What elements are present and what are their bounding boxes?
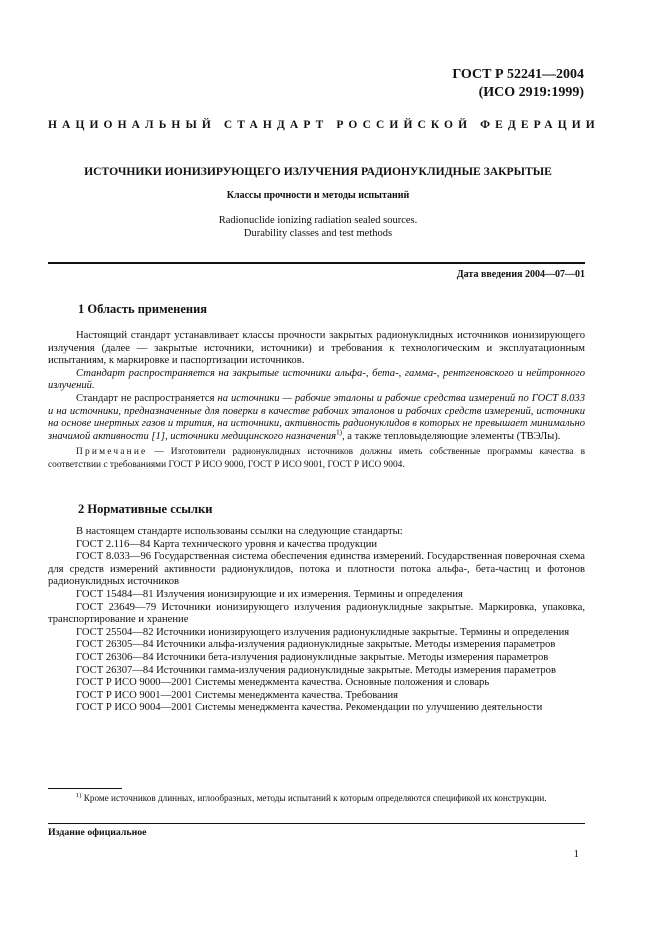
footnote-ref: 1): [336, 428, 342, 437]
reference-item: ГОСТ 8.033—96 Государственная система обеспечения единства измерений. Государственная поверочная схема для средств измерений активности радионуклидов, потока и плотности потока альфа-, бета-частиц и фотонов радионуклидных источников: [48, 551, 585, 588]
standard-number-block: [452, 66, 584, 102]
scope-exclusions-paragraph: [48, 393, 585, 443]
section-1-body: [48, 330, 585, 472]
note-paragraph: [48, 446, 585, 471]
english-title-line-1: Radionuclide ionizing radiation sealed sources.: [218, 215, 418, 226]
reference-item: ГОСТ Р ИСО 9000—2001 Системы менеджмента качества. Основные положения и словарь: [76, 677, 490, 689]
reference-item: ГОСТ Р ИСО 9004—2001 Системы менеджмента качества. Рекомендации по улучшению деятельности: [76, 702, 543, 714]
exclusions-tail: , а также тепловыделяющие элементы (ТВЭЛы).: [341, 430, 561, 442]
exclusions-lead: Стандарт не распространяется: [76, 392, 215, 404]
reference-item: ГОСТ 2.116—84 Карта технического уровня и качества продукции: [76, 538, 378, 550]
reference-item: ГОСТ 26305—84 Источники альфа-излучения радионуклидные закрытые. Методы измерения параметров: [76, 639, 556, 651]
title-divider: [48, 262, 585, 264]
introduction-date: Дата введения 2004—07—01: [456, 269, 585, 280]
reference-item: ГОСТ 26306—84 Источники бета-излучения радионуклидные закрытые. Методы измерения параметров: [76, 651, 549, 663]
edition-divider: [48, 823, 585, 824]
iso-number: (ИСО 2919:1999): [478, 85, 584, 100]
scope-paragraph: Настоящий стандарт устанавливает классы прочности закрытых радионуклидных источников ионизирующего излучения (далее — закрытые источники, источники) и требования к технологическим и эксплуатационным испытаниям, к маркировке и паспортизации источников.: [48, 330, 585, 367]
reference-item: ГОСТ 23649—79 Источники ионизирующего излучения радионуклидные закрытые. Маркировка, упаковка, транспортирование и хранение: [48, 601, 585, 626]
page-number: 1: [573, 848, 579, 860]
section-2-heading: 2 Нормативные ссылки: [78, 502, 213, 516]
reference-item: ГОСТ Р ИСО 9001—2001 Системы менеджмента качества. Требования: [76, 689, 399, 701]
footnote-text: Кроме источников длинных, иглообразных, методы испытаний к которым определяются спецификой их конструкции.: [81, 793, 547, 803]
document-title: ИСТОЧНИКИ ИОНИЗИРУЮЩЕГО ИЗЛУЧЕНИЯ РАДИОНУКЛИДНЫЕ ЗАКРЫТЫЕ: [84, 165, 552, 178]
footnote: [48, 792, 585, 805]
scope-applies-paragraph: Стандарт распространяется на закрытые источники альфа-, бета-, гамма-, рентгеновского и нейтронного излучений.: [48, 367, 585, 392]
footnote-mark: 1): [76, 791, 82, 799]
note-label: Примечание: [76, 447, 148, 458]
english-title-line-2: Durability classes and test methods: [243, 228, 393, 239]
document-subtitle: Классы прочности и методы испытаний: [226, 190, 410, 201]
reference-item: ГОСТ 15484—81 Излучения ионизирующие и их измерения. Термины и определения: [76, 588, 463, 600]
official-edition-label: Издание официальное: [48, 827, 147, 838]
section-1-heading: 1 Область применения: [78, 302, 208, 316]
exclusions-list: на источники — рабочие эталоны и рабочие средства измерений по ГОСТ 8.033 и на источники, предназначенные для поверки в качестве рабочих эталонов и рабочих средств измерений, источники на основе инертных газов и трития, на источники, активность радионуклидов в которых не превышает минимально значимой активности [1], источники медицинского назначения: [48, 392, 585, 442]
national-standard-banner: НАЦИОНАЛЬНЫЙ СТАНДАРТ РОССИЙСКОЙ ФЕДЕРАЦИИ: [48, 119, 600, 131]
english-title: [48, 214, 588, 240]
note-text: — Изготовители радионуклидных источников должны иметь собственные программы качества в соответствии с требованиями ГОСТ Р ИСО 9000, ГОСТ Р ИСО 9001, ГОСТ Р ИСО 9004.: [48, 447, 585, 470]
section-2-body: [48, 526, 585, 715]
reference-item: ГОСТ 26307—84 Источники гамма-излучения радионуклидные закрытые. Методы измерения параметров: [76, 664, 556, 676]
gost-number: ГОСТ Р 52241—2004: [452, 67, 584, 82]
references-intro: В настоящем стандарте использованы ссылки на следующие стандарты:: [76, 526, 403, 537]
footnote-divider: [48, 788, 122, 789]
reference-item: ГОСТ 25504—82 Источники ионизирующего излучения радионуклидные закрытые. Термины и определения: [76, 626, 570, 638]
